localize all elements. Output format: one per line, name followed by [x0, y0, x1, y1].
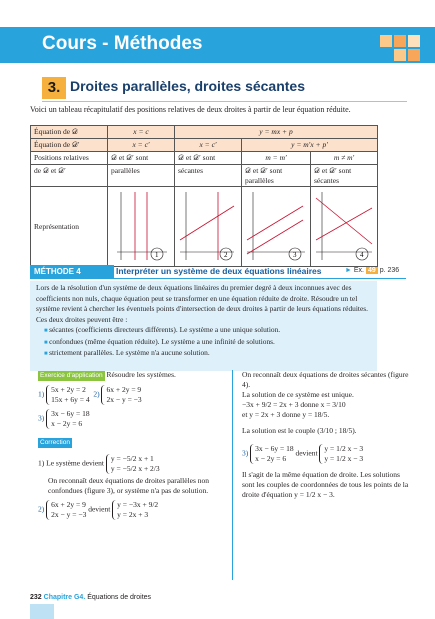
graph-number: 1 — [155, 251, 159, 259]
devient-label: devient — [295, 448, 318, 458]
list-item: ■ sécantes (coefficients directeurs différents). Le système a une unique solution. — [44, 325, 371, 337]
decor-square — [394, 35, 406, 47]
ref-exercise-number: 49 — [367, 267, 376, 274]
graph-3 — [242, 187, 311, 267]
exercise-prompt: Résoudre les systèmes. — [106, 370, 176, 379]
correction-text: et y = 2x + 3 donne y = 18/5. — [242, 410, 330, 419]
correction-1-lead: 1) Le système devient — [38, 458, 105, 468]
section-intro: Voici un tableau récapitulatif des positions relatives de deux droites à partir de leur équation réduite. — [30, 105, 351, 114]
table-row — [31, 139, 378, 152]
graph-number: 4 — [360, 251, 364, 259]
cell-line: sécantes — [314, 176, 339, 185]
methode-label: MÉTHODE 4 — [30, 265, 114, 278]
table-cell: x = c′ — [108, 139, 175, 152]
exercise-reference[interactable] — [345, 267, 399, 274]
table-cell: 𝒟 et 𝒟′ sont — [108, 152, 175, 165]
table-cell — [311, 165, 378, 187]
page-number: 232 — [30, 594, 42, 601]
column-divider — [232, 370, 233, 580]
correction-3-system — [250, 444, 293, 464]
methode-divider — [30, 278, 406, 279]
correction-2-system — [46, 500, 86, 520]
graph-3-svg — [245, 188, 307, 263]
cell-line: 𝒟 et 𝒟′ sont — [245, 166, 283, 175]
page-footer — [30, 594, 151, 601]
graph-4 — [311, 187, 378, 267]
table-cell: x = c — [108, 126, 175, 139]
list-item: ■ strictement parallèles. Le système n'a aucune solution. — [44, 348, 371, 360]
equation: y = 1/2 x − 3 — [324, 454, 364, 463]
header-banner — [0, 27, 435, 63]
table-cell: m ≠ m′ — [311, 152, 378, 165]
table-cell: parallèles — [108, 165, 175, 187]
item-label: 2) — [93, 389, 100, 399]
table-cell: Équation de 𝒟′ — [31, 139, 108, 152]
table-row — [31, 187, 378, 267]
equation: y = −5/2 x + 2/3 — [110, 464, 160, 473]
item-label: 1) — [38, 389, 45, 399]
table-cell: 𝒟 et 𝒟′ sont — [175, 152, 242, 165]
equation: y = 1/2 x − 3 — [324, 444, 364, 453]
graph-1-svg — [111, 188, 169, 263]
correction-text: −3x + 9/2 = 2x + 3 donne x = 3/10 — [242, 400, 346, 409]
decor-square — [380, 35, 392, 47]
left-column — [38, 370, 228, 522]
table-cell: de 𝒟 et 𝒟′ — [31, 165, 108, 187]
equation: 2x − y = −3 — [51, 510, 87, 519]
correction-3-result — [319, 444, 363, 464]
right-column — [242, 370, 414, 500]
graph-4-svg — [314, 188, 374, 263]
table-cell: y = mx + p — [175, 126, 378, 139]
table-cell: Équation de 𝒟 — [31, 126, 108, 139]
equation: y = −3x + 9/2 — [117, 500, 159, 509]
equation: 3x − 6y = 18 — [255, 444, 294, 453]
correction-text: Il s'agit de la même équation de droite. Les solutions sont les couples de coordonnées de tous les points de la droite d'équation y = 1/2 x − 3. — [242, 470, 409, 499]
graph-1 — [108, 187, 175, 267]
equation: x − 2y = 6 — [51, 419, 83, 428]
equation: 6x + 2y = 9 — [106, 385, 142, 394]
correction-2-result — [112, 500, 158, 520]
system-2 — [101, 385, 141, 405]
correction-text: La solution est le couple (3/10 ; 18/5). — [242, 426, 357, 435]
decor-square — [408, 49, 420, 61]
graph-2 — [175, 187, 242, 267]
correction-1-text: On reconnaît deux équations de droites parallèles non confondues (figure 3), or système n'a pas de solution. — [48, 476, 209, 495]
ref-page: p. 236 — [379, 267, 400, 274]
decor-square — [394, 49, 406, 61]
equation: 5x + 2y = 2 — [51, 385, 86, 394]
table-row — [31, 126, 378, 139]
list-item: ■ confondues (même équation réduite). Le système a une infinité de solutions. — [44, 337, 371, 349]
table-row — [31, 165, 378, 187]
equation: 2x − y = −3 — [106, 395, 142, 404]
section-divider — [42, 101, 407, 102]
equation: 3x − 6y = 18 — [51, 409, 90, 418]
methode-title: Interpréter un système de deux équations linéaires — [116, 266, 322, 276]
chapter-title: Équations de droites — [87, 594, 152, 601]
equation: x − 2y = 6 — [255, 454, 287, 463]
equation: y = 2x + 3 — [117, 510, 149, 519]
methode-paragraph: Lors de la résolution d'un système de deux équations linéaires du premier degré à deux inconnues avec des coefficients non nuls, chaque équation peut se transformer en une équation réduite de droite. Résoudre un tel système revient à chercher les éventuels points d'intersection de deux droites à partir de leurs équations réduites. Ces deux droites peuvent être : — [36, 283, 368, 324]
table-cell: y = m′x + p′ — [242, 139, 378, 152]
exercise-tag: Exercice d'application — [40, 372, 103, 379]
graph-number: 2 — [224, 251, 228, 259]
page-title: Cours - Méthodes — [42, 33, 203, 54]
chapter-label: Chapitre G4. — [43, 594, 86, 601]
ref-ex-label: Ex. — [353, 267, 365, 274]
positions-table — [30, 125, 378, 267]
correction-1-system — [106, 454, 160, 474]
system-3 — [46, 409, 89, 429]
footer-decor — [30, 604, 54, 619]
cell-line: parallèles — [245, 176, 274, 185]
section-title: Droites parallèles, droites sécantes — [70, 78, 305, 94]
graph-number: 3 — [293, 251, 297, 259]
table-cell: x = c′ — [175, 139, 242, 152]
decor-square — [408, 35, 420, 47]
table-row — [31, 152, 378, 165]
methode-body — [30, 281, 377, 371]
table-cell: sécantes — [175, 165, 242, 187]
graph-2-svg — [178, 188, 236, 263]
cell-line: 𝒟 et 𝒟′ sont — [314, 166, 352, 175]
system-1 — [46, 385, 89, 405]
equation: 15x + 6y = 4 — [51, 395, 90, 404]
devient-label: devient — [88, 504, 111, 514]
table-cell — [242, 165, 311, 187]
item-label: 2) — [38, 504, 45, 514]
methode-bullets — [36, 325, 371, 360]
item-label: 3) — [242, 448, 249, 458]
section-number: 3. — [42, 77, 66, 99]
correction-text: On reconnaît deux équations de droites sécantes (figure 4). — [242, 370, 409, 389]
table-cell: Positions relatives — [31, 152, 108, 165]
table-cell: Représentation — [31, 187, 108, 267]
ref-arrow-icon: ► — [345, 267, 352, 274]
correction-text: La solution de ce système est unique. — [242, 390, 354, 399]
item-label: 3) — [38, 413, 45, 423]
correction-tag: Correction — [40, 439, 70, 446]
equation: y = −5/2 x + 1 — [110, 454, 154, 463]
table-cell: m = m′ — [242, 152, 311, 165]
equation: 6x + 2y = 9 — [51, 500, 86, 509]
